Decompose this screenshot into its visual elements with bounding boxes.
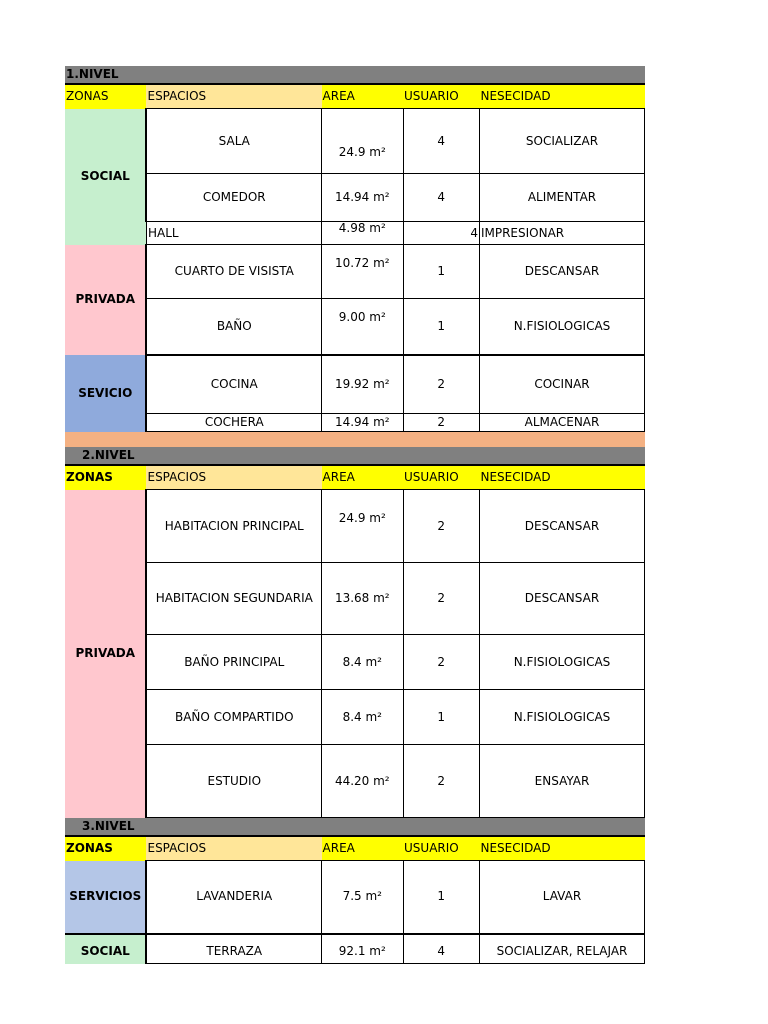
cell-area[interactable]: 19.92 m² [322, 355, 403, 414]
cell-necesidad[interactable]: N.FISIOLOGICAS [479, 299, 644, 355]
cell-espacio[interactable]: HALL [146, 222, 321, 245]
cell-usuario[interactable]: 4 [403, 109, 479, 174]
cell-necesidad[interactable]: DESCANSAR [479, 563, 644, 635]
header-row [65, 836, 645, 861]
cell-necesidad[interactable]: SOCIALIZAR [479, 109, 644, 174]
table-row [65, 245, 645, 299]
header-row [65, 84, 645, 109]
cell-espacio[interactable]: LAVANDERIA [146, 861, 321, 934]
cell-espacio[interactable]: BAÑO [146, 299, 321, 355]
header-zonas[interactable]: ZONAS [65, 84, 146, 109]
cell-area[interactable]: 8.4 m² [322, 635, 403, 690]
cell-usuario[interactable]: 2 [403, 635, 479, 690]
zone-privada[interactable]: PRIVADA [65, 245, 146, 355]
cell-necesidad[interactable]: ALMACENAR [479, 414, 644, 432]
cell-espacio[interactable]: CUARTO DE VISISTA [146, 245, 321, 299]
header-espacios[interactable]: ESPACIOS [146, 465, 321, 490]
cell-necesidad[interactable]: LAVAR [479, 861, 644, 934]
table-row [65, 563, 645, 635]
table-row [65, 635, 645, 690]
header-area[interactable]: AREA [322, 836, 403, 861]
header-necesidad[interactable]: NESECIDAD [479, 465, 644, 490]
cell-area[interactable]: 14.94 m² [322, 414, 403, 432]
cell-usuario[interactable]: 2 [403, 490, 479, 563]
level-title-row [65, 447, 645, 465]
cell-area[interactable]: 13.68 m² [322, 563, 403, 635]
header-usuario[interactable]: USUARIO [403, 84, 479, 109]
cell-area[interactable]: 44.20 m² [322, 745, 403, 818]
table-row [65, 690, 645, 745]
cell-area[interactable]: 24.9 m² [322, 109, 403, 174]
cell-necesidad[interactable]: COCINAR [479, 355, 644, 414]
zone-servicio[interactable]: SEVICIO [65, 355, 146, 432]
cell-espacio[interactable]: BAÑO COMPARTIDO [146, 690, 321, 745]
table-row [65, 174, 645, 222]
cell-area[interactable]: 92.1 m² [322, 934, 403, 964]
zone-privada[interactable]: PRIVADA [65, 490, 146, 818]
cell-usuario[interactable]: 1 [403, 690, 479, 745]
level-title[interactable]: 3.NIVEL [65, 818, 645, 837]
header-area[interactable]: AREA [322, 84, 403, 109]
table-row [65, 109, 645, 174]
table-row [65, 745, 645, 818]
header-zonas[interactable]: ZONAS [65, 836, 146, 861]
cell-espacio[interactable]: COCINA [146, 355, 321, 414]
cell-usuario[interactable]: 2 [403, 355, 479, 414]
cell-necesidad[interactable]: ALIMENTAR [479, 174, 644, 222]
level-title-row [65, 818, 645, 837]
table-row [65, 355, 645, 414]
header-row [65, 465, 645, 490]
header-usuario[interactable]: USUARIO [403, 836, 479, 861]
spreadsheet [65, 66, 645, 958]
cell-espacio[interactable]: COMEDOR [146, 174, 321, 222]
cell-necesidad[interactable]: SOCIALIZAR, RELAJAR [479, 934, 644, 964]
table-row [65, 222, 645, 245]
program-table [65, 66, 645, 964]
zone-servicios[interactable]: SERVICIOS [65, 861, 146, 934]
cell-necesidad[interactable]: DESCANSAR [479, 245, 644, 299]
table-row [65, 299, 645, 355]
cell-area[interactable]: 7.5 m² [322, 861, 403, 934]
cell-necesidad[interactable]: IMPRESIONAR [479, 222, 644, 245]
header-espacios[interactable]: ESPACIOS [146, 836, 321, 861]
cell-espacio[interactable]: COCHERA [146, 414, 321, 432]
cell-usuario[interactable]: 2 [403, 414, 479, 432]
level-title-row [65, 66, 645, 84]
cell-espacio[interactable]: SALA [146, 109, 321, 174]
cell-usuario[interactable]: 4 [403, 174, 479, 222]
cell-espacio[interactable]: ESTUDIO [146, 745, 321, 818]
cell-necesidad[interactable]: N.FISIOLOGICAS [479, 635, 644, 690]
header-necesidad[interactable]: NESECIDAD [479, 84, 644, 109]
table-row [65, 861, 645, 934]
cell-area[interactable]: 9.00 m² [322, 299, 403, 355]
table-row [65, 490, 645, 563]
cell-espacio[interactable]: HABITACION SEGUNDARIA [146, 563, 321, 635]
level-title[interactable]: 2.NIVEL [65, 447, 645, 465]
cell-espacio[interactable]: BAÑO PRINCIPAL [146, 635, 321, 690]
header-zonas[interactable]: ZONAS [65, 465, 146, 490]
cell-usuario[interactable]: 1 [403, 245, 479, 299]
zone-social[interactable]: SOCIAL [65, 934, 146, 964]
cell-usuario[interactable]: 1 [403, 861, 479, 934]
cell-espacio[interactable]: HABITACION PRINCIPAL [146, 490, 321, 563]
cell-area[interactable]: 10.72 m² [322, 245, 403, 299]
cell-area[interactable]: 14.94 m² [322, 174, 403, 222]
level-title[interactable]: 1.NIVEL [65, 66, 645, 84]
cell-necesidad[interactable]: ENSAYAR [479, 745, 644, 818]
separator [65, 432, 645, 448]
header-area[interactable]: AREA [322, 465, 403, 490]
cell-usuario[interactable]: 4 [403, 934, 479, 964]
header-espacios[interactable]: ESPACIOS [146, 84, 321, 109]
cell-usuario[interactable]: 2 [403, 563, 479, 635]
table-row [65, 934, 645, 964]
cell-espacio[interactable]: TERRAZA [146, 934, 321, 964]
header-usuario[interactable]: USUARIO [403, 465, 479, 490]
cell-necesidad[interactable]: DESCANSAR [479, 490, 644, 563]
cell-necesidad[interactable]: N.FISIOLOGICAS [479, 690, 644, 745]
cell-usuario[interactable]: 1 [403, 299, 479, 355]
header-necesidad[interactable]: NESECIDAD [479, 836, 644, 861]
cell-area[interactable]: 24.9 m² [322, 490, 403, 563]
separator-row [65, 432, 645, 448]
table-row [65, 414, 645, 432]
cell-area[interactable]: 4.98 m² [322, 222, 403, 245]
cell-usuario[interactable]: 2 [403, 745, 479, 818]
zone-social[interactable]: SOCIAL [65, 109, 146, 245]
cell-area[interactable]: 8.4 m² [322, 690, 403, 745]
cell-usuario[interactable]: 4 [403, 222, 479, 245]
